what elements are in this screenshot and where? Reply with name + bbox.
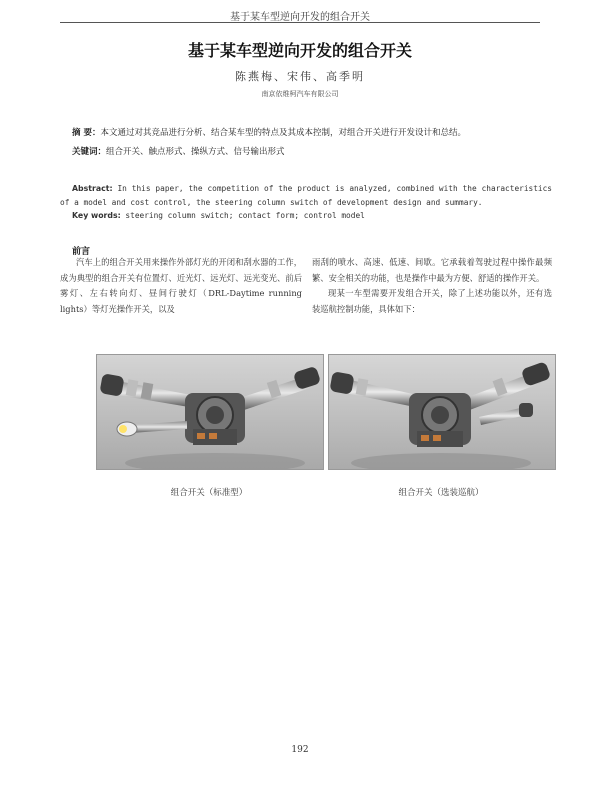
body-paragraph: 现某一车型需要开发组合开关，除了上述功能以外，还有选装巡航控制功能，具体如下： [312, 288, 552, 314]
keywords-cn-text: 组合开关、触点形式、操纵方式、信号输出形式 [106, 147, 285, 157]
body-column-left [60, 255, 302, 317]
body-column-right [312, 255, 552, 317]
abstract-en-label: Abstract: [72, 184, 113, 193]
keywords-cn-label: 关键词： [72, 147, 107, 157]
abstract-cn-text: 本文通过对其竞品进行分析、结合某车型的特点及其成本控制，对组合开关进行开发设计和总结。 [100, 128, 466, 138]
header-divider [60, 22, 540, 23]
figure-caption-standard: 组合开关（标准型） [170, 488, 248, 498]
paper-title: 基于某车型逆向开发的组合开关 [187, 41, 412, 60]
keywords-en [72, 211, 552, 220]
section-heading: 前言 [72, 247, 91, 257]
abstract-en [60, 182, 552, 210]
abstract-cn-label: 摘 要： [72, 128, 101, 138]
authors: 陈燕梅、宋伟、高季明 [235, 70, 365, 83]
affiliation: 南京依维柯汽车有限公司 [261, 90, 339, 98]
abstract-en-text: In this paper, the competition of the product is analyzed, combined with the characteristics of a model and cost control, the steering column switch of development design and summary. [60, 184, 552, 207]
keywords-cn [72, 146, 552, 159]
figure-caption-cruise: 组合开关（选装巡航） [398, 488, 484, 498]
abstract-cn [72, 127, 552, 140]
body-paragraph: 雨刮的喷水、高速、低速、间歇。它承载着驾驶过程中操作最频繁、安全相关的功能，也是操作中最为方便、舒适的操作开关。 [312, 257, 552, 283]
page-number: 192 [291, 745, 309, 755]
running-head: 基于某车型逆向开发的组合开关 [230, 12, 370, 23]
keywords-en-text: steering column switch; contact form; control model [120, 211, 365, 220]
switch-photo-standard [96, 354, 324, 470]
switch-photo-cruise [328, 354, 556, 470]
body-paragraph: 汽车上的组合开关用来操作外部灯光的开闭和刮水器的工作，成为典型的组合开关有位置灯、近光灯、远光灯、远光变光、前后雾灯、左右转向灯、昼间行驶灯（DRL-Daytime running lights）等灯光操作开关，以及 [60, 257, 302, 314]
keywords-en-label: Key words: [72, 211, 121, 220]
